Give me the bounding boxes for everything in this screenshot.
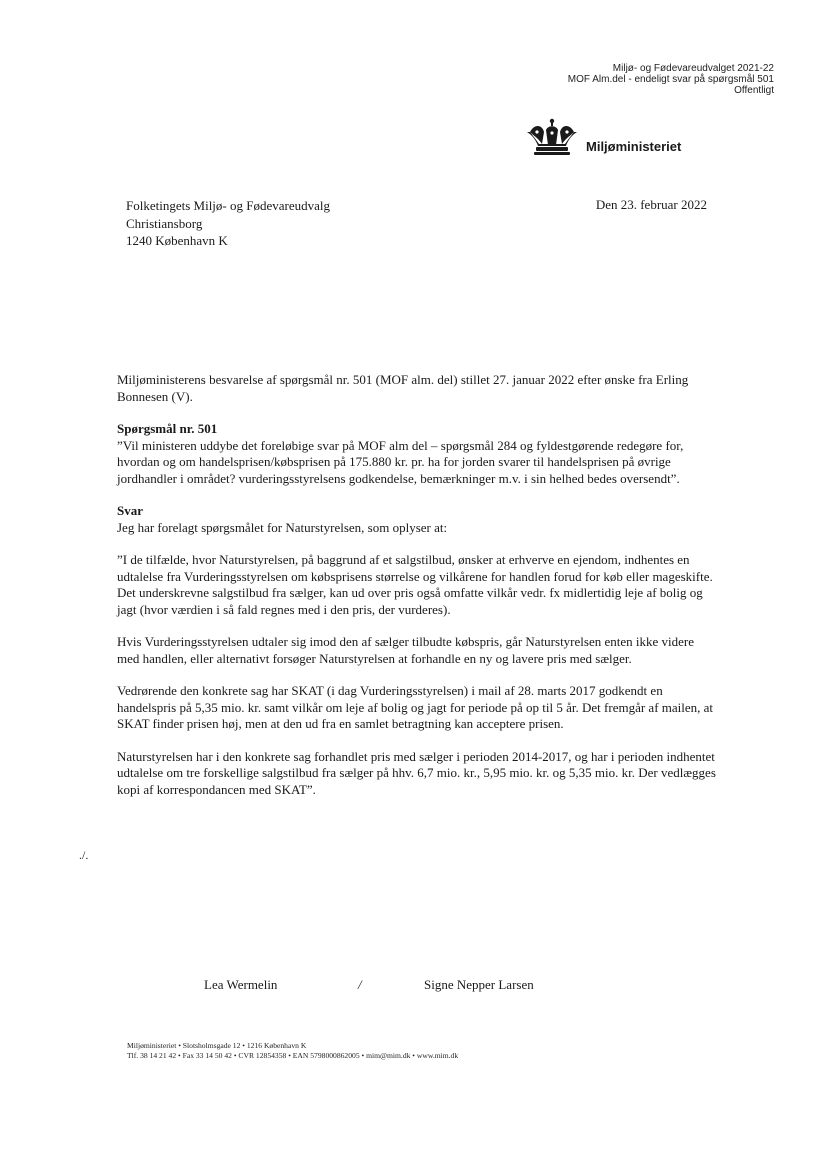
reference-line: MOF Alm.del - endeligt svar på spørgsmål 501 (567, 74, 774, 85)
signatory-minister: Lea Wermelin (204, 977, 278, 992)
question-heading: Spørgsmål nr. 501 (117, 421, 218, 436)
answer-paragraph: Hvis Vurderingsstyrelsen udtaler sig imod den af sælger tilbudte købspris, går Naturstyrelsen enten ikke videre med handlen, eller alternativt forsøger Naturstyrelsen at forhandle en ny og lavere pris med sælger. (117, 634, 694, 666)
crown-icon (524, 118, 580, 158)
recipient-line: Christiansborg (126, 215, 203, 231)
intro-paragraph: Miljøministerens besvarelse af spørgsmål nr. 501 (MOF alm. del) stillet 27. januar 2022 efter ønske fra Erling Bonnesen (V). (117, 372, 689, 404)
answer-paragraph: ”I de tilfælde, hvor Naturstyrelsen, på baggrund af et salgstilbud, ønsker at erhverve en ejendom, indhentes en udtalelse fra Vurderingsstyrelsen om købsprisens størrelse og vilkårene for handlen forud for køb eller mageskifte. Det underskrevne salgstilbud fra sælger, kan ud over pris også omfatte vilkår vedr. fx midlertidig leje af bolig og jagt (hvor værdien i så fald regnes med i den pris, der vurderes). (117, 552, 713, 617)
recipient-line: Folketingets Miljø- og Fødevareudvalg (126, 198, 331, 213)
question-text: ”Vil ministeren uddybe det foreløbige svar på MOF alm del – spørgsmål 284 og fyldestgørende redegøre for, hvordan og om handelsprisen/købsprisen på 175.880 kr. pr. ha for jorden svarer til handelsprisen på øvrige jordhandler i området? vurderingsstyrelsens godkendelse, bemærkninger m.v. i sin helhed bedes oversendt”. (117, 437, 684, 486)
enclosure-mark: ./. (79, 848, 89, 862)
answer-paragraph: Naturstyrelsen har i den konkrete sag forhandlet pris med sælger i perioden 2014-2017, og har i perioden indhentet udtalelse om tre forskellige salgstilbud fra sælger på hhv. 6,7 mio. kr., 5,95 mio. kr. og 5,35 mio. kr. Der vedlægges kopi af korrespondancen med SKAT”. (117, 748, 716, 797)
signatory-official: Signe Nepper Larsen (424, 977, 534, 992)
answer-intro: Jeg har forelagt spørgsmålet for Naturstyrelsen, som oplyser at: (117, 519, 448, 535)
answer-heading: Svar (117, 503, 143, 518)
recipient-address (126, 197, 330, 250)
letter-date: Den 23. februar 2022 (595, 197, 707, 212)
ministry-name: Miljøministeriet (586, 139, 682, 154)
letter-body (117, 372, 717, 798)
letter-footer (127, 1041, 458, 1061)
recipient-line: 1240 København K (126, 233, 228, 248)
ministry-logo (524, 118, 704, 160)
footer-address: Miljøministeriet • Slotsholmsgade 12 • 1216 København K (127, 1041, 307, 1050)
signature-line (0, 977, 828, 997)
footer-contact: Tlf. 38 14 21 42 • Fax 33 14 50 42 • CVR 12854358 • EAN 5798000862005 • mim@mim.dk • www.mim.dk (127, 1051, 459, 1060)
classification-line: Offentligt (734, 85, 774, 96)
committee-line: Miljø- og Fødevareudvalget 2021-22 (612, 63, 774, 74)
answer-paragraph: Vedrørende den konkrete sag har SKAT (i dag Vurderingsstyrelsen) i mail af 28. marts 2017 godkendt en handelspris på 5,35 mio. kr. samt vilkår om leje af bolig og jagt for periode på op til 5 år. Det fremgår af mailen, at SKAT finder prisen høj, men at den ud fra en samlet betragtning kan acceptere prisen. (117, 683, 714, 731)
document-reference (568, 63, 774, 96)
signature-separator: / (358, 977, 362, 992)
